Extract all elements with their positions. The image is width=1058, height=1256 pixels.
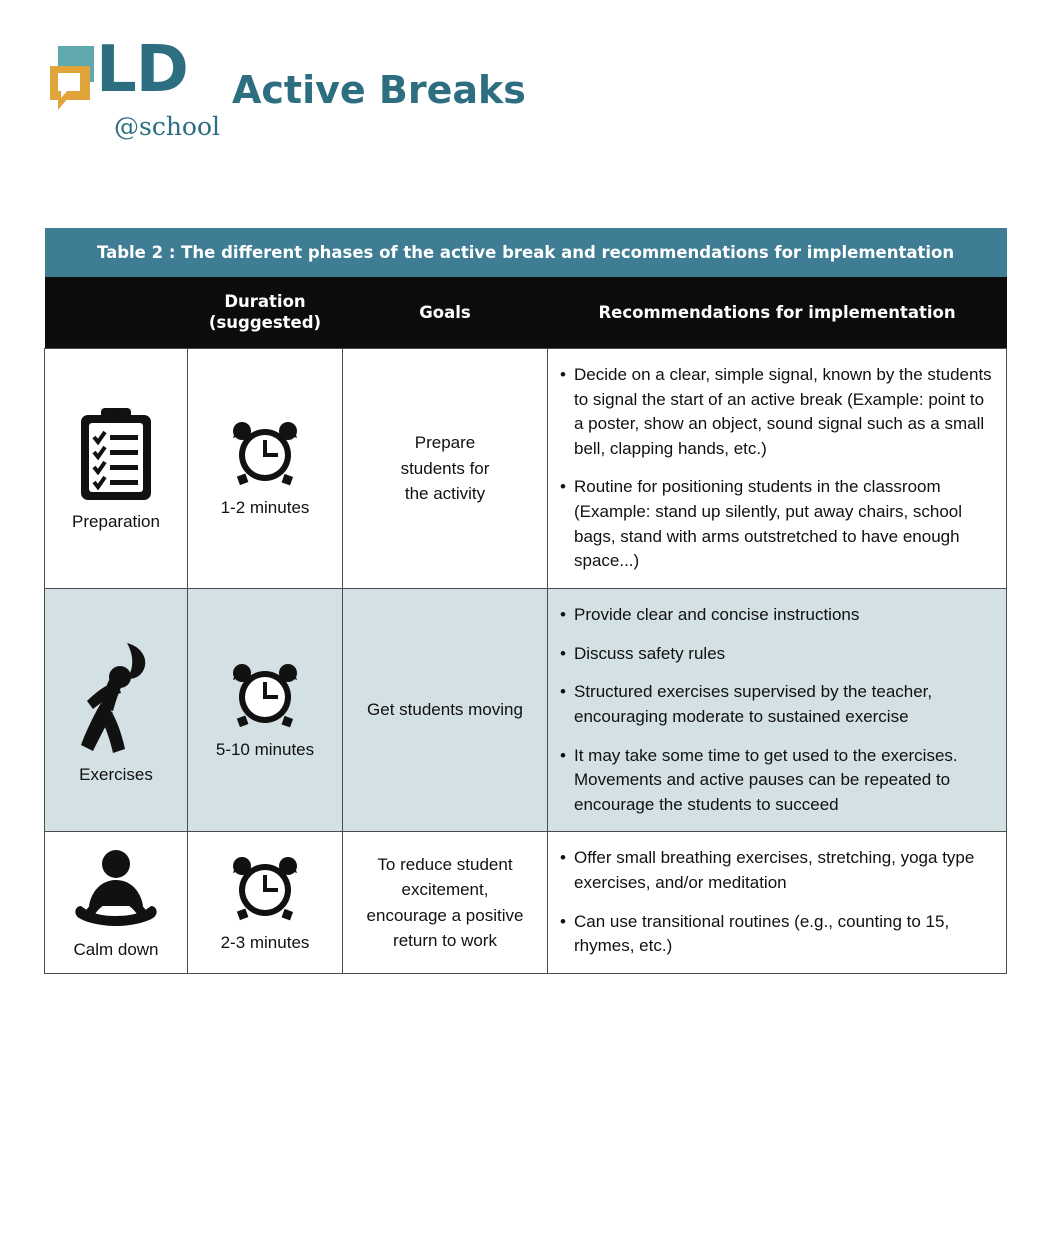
list-item: • It may take some time to get used to the exercises. Movements and active pauses can be repeated to encourage the students to succeed [560,744,992,818]
goals-cell-calm-down [343,832,548,974]
table-row [45,348,1007,588]
clipboard-checklist-icon [77,406,155,502]
goals-line: To reduce student [377,854,513,874]
table-row [45,589,1007,832]
phase-label: Exercises [79,765,153,785]
recommendations-cell-exercises [548,589,1007,832]
duration-cell-calm-down [188,832,343,974]
logo-speech-bubble-icon [50,66,90,100]
goals-line: return to work [393,931,497,951]
phase-cell-exercises [45,589,188,832]
goals-line: students for [400,458,490,478]
phase-label: Calm down [73,939,159,959]
goals-line: excitement, [401,880,489,900]
ld-school-logo [44,33,221,141]
duration-label: 5-10 minutes [215,740,315,760]
logo-speech-bubble-inner-icon [58,73,80,91]
column-header-goals: Goals [343,277,548,348]
table-header-row [45,277,1007,348]
phase-cell-preparation [45,348,188,588]
alarm-clock-icon [229,660,301,728]
column-header-recommendations: Recommendations for implementation [548,277,1007,348]
phase-label: Preparation [72,512,160,532]
table-container [44,228,1006,974]
duration-label: 1-2 minutes [220,498,310,518]
goals-line: encourage a positive [366,905,524,925]
list-item: • Provide clear and concise instructions [560,603,992,628]
page-header [0,0,1058,140]
logo-subtext: @school [114,112,221,141]
column-header-duration-line2: (suggested) [208,313,322,333]
column-header-duration-line1: Duration [224,292,306,311]
goals-line: Prepare [414,433,476,453]
list-item: • Offer small breathing exercises, stretching, yoga type exercises, and/or meditation [560,846,992,895]
duration-label: 2-3 minutes [220,932,310,952]
list-item: • Routine for positioning students in the classroom (Example: stand up silently, put away chairs, school bags, stand with arms outstretched to have enough space...) [560,475,992,574]
list-item: • Discuss safety rules [560,642,992,667]
alarm-clock-icon [229,418,301,486]
person-meditating-icon [71,848,161,930]
person-stretching-icon [73,637,159,755]
list-item: • Can use transitional routines (e.g., counting to 15, rhymes, etc.) [560,910,992,959]
table-caption: Table 2 : The different phases of the active break and recommendations for implementation [45,228,1007,277]
column-header-duration [188,277,343,348]
column-header-phase [45,277,188,348]
table-row [45,832,1007,974]
duration-cell-preparation [188,348,343,588]
logo-wordmark: LD [96,33,188,107]
recommendations-cell-calm-down [548,832,1007,974]
goals-line: the activity [404,484,486,504]
list-item: • Structured exercises supervised by the teacher, encouraging moderate to sustained exercise [560,680,992,729]
goals-cell-preparation [343,348,548,588]
table-caption-row [45,228,1007,277]
list-item: • Decide on a clear, simple signal, known by the students to signal the start of an active break (Example: point to a poster, show an object, sound signal such as a small bell, clapping hands, etc.) [560,363,992,462]
goals-cell-exercises: Get students moving [343,589,548,832]
phase-cell-calm-down [45,832,188,974]
recommendations-cell-preparation [548,348,1007,588]
duration-cell-exercises [188,589,343,832]
active-breaks-table [44,228,1007,974]
page-title: Active Breaks [232,68,526,112]
alarm-clock-icon [229,853,301,921]
